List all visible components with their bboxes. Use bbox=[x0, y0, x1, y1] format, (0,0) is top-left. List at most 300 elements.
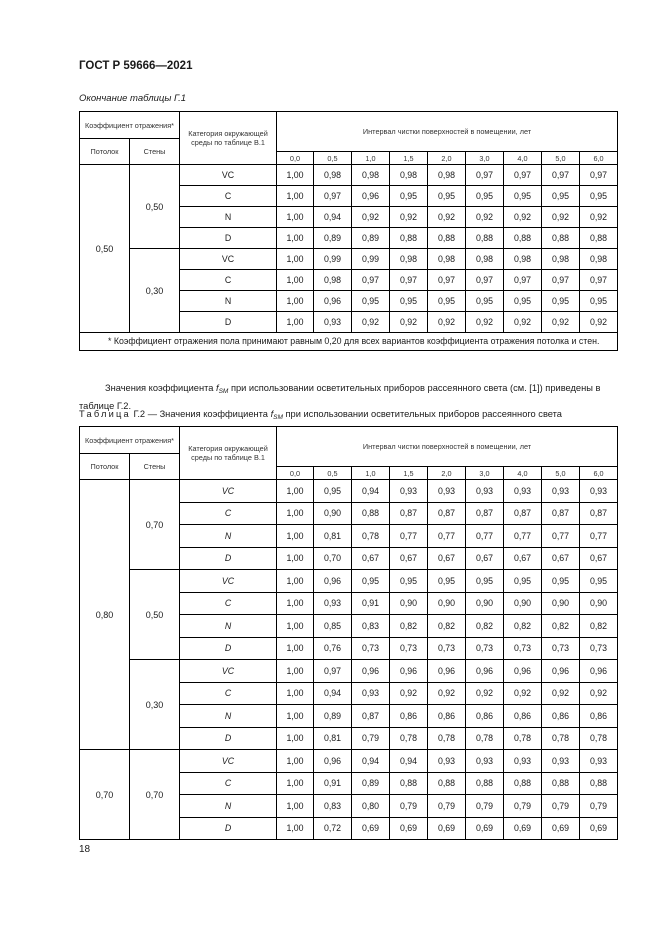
value-cell: 0,95 bbox=[466, 570, 504, 593]
value-cell: 0,88 bbox=[580, 772, 618, 795]
paragraph-text-after: при использовании осветительных приборов рассеянного света (см. [1]) приведены в таблице Г.2. bbox=[79, 383, 601, 412]
value-cell: 0,92 bbox=[352, 207, 390, 228]
value-cell: 1,00 bbox=[277, 795, 314, 818]
value-cell: 0,88 bbox=[390, 228, 428, 249]
value-cell: 0,95 bbox=[466, 186, 504, 207]
value-cell: 0,88 bbox=[466, 228, 504, 249]
year-header: 6,0 bbox=[580, 152, 618, 165]
value-cell: 0,82 bbox=[542, 615, 580, 638]
value-cell: 0,92 bbox=[580, 207, 618, 228]
ceiling-cell: 0,50 bbox=[80, 165, 130, 333]
value-cell: 0,92 bbox=[504, 682, 542, 705]
value-cell: 0,99 bbox=[352, 249, 390, 270]
value-cell: 0,93 bbox=[504, 750, 542, 773]
value-cell: 0,94 bbox=[352, 480, 390, 503]
value-cell: 0,95 bbox=[390, 186, 428, 207]
value-cell: 0,92 bbox=[580, 312, 618, 333]
value-cell: 0,73 bbox=[352, 637, 390, 660]
value-cell: 0,78 bbox=[580, 727, 618, 750]
value-cell: 0,98 bbox=[428, 165, 466, 186]
value-cell: 0,99 bbox=[314, 249, 352, 270]
walls-cell: 0,30 bbox=[130, 660, 180, 750]
value-cell: 0,97 bbox=[314, 186, 352, 207]
value-cell: 0,69 bbox=[542, 817, 580, 840]
header-ceiling: Потолок bbox=[80, 454, 130, 480]
value-cell: 0,97 bbox=[466, 270, 504, 291]
walls-cell: 0,70 bbox=[130, 750, 180, 840]
value-cell: 0,92 bbox=[504, 312, 542, 333]
value-cell: 0,93 bbox=[466, 480, 504, 503]
value-cell: 0,92 bbox=[542, 312, 580, 333]
table-word: Таблица bbox=[79, 409, 131, 419]
value-cell: 0,87 bbox=[390, 502, 428, 525]
value-cell: 0,97 bbox=[580, 165, 618, 186]
value-cell: 0,88 bbox=[428, 772, 466, 795]
year-header: 2,0 bbox=[428, 152, 466, 165]
header-row bbox=[80, 112, 618, 139]
value-cell: 0,92 bbox=[428, 207, 466, 228]
table-g2 bbox=[79, 426, 618, 840]
value-cell: 0,82 bbox=[466, 615, 504, 638]
value-cell: 0,93 bbox=[352, 682, 390, 705]
value-cell: 0,95 bbox=[542, 570, 580, 593]
value-cell: 0,90 bbox=[390, 592, 428, 615]
value-cell: 1,00 bbox=[277, 637, 314, 660]
fsm-symbol: f bbox=[216, 383, 219, 394]
category-cell: D bbox=[180, 312, 277, 333]
value-cell: 0,93 bbox=[542, 480, 580, 503]
value-cell: 0,96 bbox=[352, 186, 390, 207]
value-cell: 0,97 bbox=[504, 270, 542, 291]
value-cell: 1,00 bbox=[277, 570, 314, 593]
value-cell: 0,96 bbox=[314, 570, 352, 593]
value-cell: 0,93 bbox=[542, 750, 580, 773]
value-cell: 0,90 bbox=[428, 592, 466, 615]
footnote-row bbox=[80, 333, 618, 351]
value-cell: 1,00 bbox=[277, 165, 314, 186]
value-cell: 0,67 bbox=[428, 547, 466, 570]
value-cell: 0,95 bbox=[580, 186, 618, 207]
header-walls: Стены bbox=[130, 139, 180, 165]
value-cell: 0,90 bbox=[314, 502, 352, 525]
value-cell: 0,67 bbox=[504, 547, 542, 570]
value-cell: 0,96 bbox=[390, 660, 428, 683]
category-cell: D bbox=[180, 727, 277, 750]
value-cell: 1,00 bbox=[277, 480, 314, 503]
fsm-subscript: SM bbox=[218, 388, 229, 396]
value-cell: 0,81 bbox=[314, 727, 352, 750]
value-cell: 0,98 bbox=[504, 249, 542, 270]
value-cell: 1,00 bbox=[277, 186, 314, 207]
value-cell: 0,93 bbox=[314, 312, 352, 333]
category-cell: VC bbox=[180, 570, 277, 593]
value-cell: 1,00 bbox=[277, 525, 314, 548]
value-cell: 0,93 bbox=[580, 750, 618, 773]
value-cell: 0,97 bbox=[428, 270, 466, 291]
value-cell: 0,90 bbox=[542, 592, 580, 615]
document-header: ГОСТ Р 59666—2021 bbox=[79, 60, 193, 72]
value-cell: 0,96 bbox=[542, 660, 580, 683]
value-cell: 0,96 bbox=[428, 660, 466, 683]
value-cell: 0,92 bbox=[542, 682, 580, 705]
paragraph-text-before: Значения коэффициента bbox=[105, 383, 214, 394]
value-cell: 0,95 bbox=[352, 570, 390, 593]
value-cell: 0,95 bbox=[352, 291, 390, 312]
value-cell: 1,00 bbox=[277, 682, 314, 705]
value-cell: 0,92 bbox=[542, 207, 580, 228]
value-cell: 0,73 bbox=[542, 637, 580, 660]
value-cell: 0,81 bbox=[314, 525, 352, 548]
value-cell: 0,97 bbox=[390, 270, 428, 291]
category-cell: C bbox=[180, 592, 277, 615]
table1-caption: Окончание таблицы Г.1 bbox=[79, 93, 187, 104]
value-cell: 0,67 bbox=[466, 547, 504, 570]
category-cell: C bbox=[180, 502, 277, 525]
table-footnote: * Коэффициент отражения пола принимают равным 0,20 для всех вариантов коэффициента отражения потолка и стен. bbox=[80, 333, 618, 351]
table-row bbox=[80, 165, 618, 186]
value-cell: 0,90 bbox=[504, 592, 542, 615]
header-row bbox=[80, 427, 618, 454]
value-cell: 0,94 bbox=[314, 207, 352, 228]
value-cell: 0,79 bbox=[466, 795, 504, 818]
value-cell: 1,00 bbox=[277, 249, 314, 270]
value-cell: 0,94 bbox=[352, 750, 390, 773]
value-cell: 1,00 bbox=[277, 547, 314, 570]
value-cell: 0,87 bbox=[466, 502, 504, 525]
value-cell: 0,72 bbox=[314, 817, 352, 840]
header-category: Категория окружающей среды по таблице В.1 bbox=[180, 112, 277, 165]
walls-cell: 0,50 bbox=[130, 570, 180, 660]
value-cell: 0,83 bbox=[352, 615, 390, 638]
value-cell: 0,82 bbox=[580, 615, 618, 638]
value-cell: 0,87 bbox=[542, 502, 580, 525]
value-cell: 0,95 bbox=[390, 570, 428, 593]
value-cell: 0,77 bbox=[504, 525, 542, 548]
value-cell: 1,00 bbox=[277, 228, 314, 249]
value-cell: 0,87 bbox=[580, 502, 618, 525]
value-cell: 0,91 bbox=[314, 772, 352, 795]
value-cell: 0,79 bbox=[390, 795, 428, 818]
value-cell: 0,95 bbox=[428, 570, 466, 593]
category-cell: VC bbox=[180, 165, 277, 186]
value-cell: 0,67 bbox=[542, 547, 580, 570]
category-cell: D bbox=[180, 817, 277, 840]
value-cell: 0,95 bbox=[428, 291, 466, 312]
category-cell: VC bbox=[180, 750, 277, 773]
value-cell: 0,73 bbox=[390, 637, 428, 660]
value-cell: 0,79 bbox=[580, 795, 618, 818]
value-cell: 0,88 bbox=[542, 228, 580, 249]
value-cell: 0,88 bbox=[352, 502, 390, 525]
category-cell: C bbox=[180, 682, 277, 705]
value-cell: 0,86 bbox=[580, 705, 618, 728]
value-cell: 0,87 bbox=[504, 502, 542, 525]
header-reflectance: Коэффициент отражения* bbox=[80, 427, 180, 454]
value-cell: 0,94 bbox=[390, 750, 428, 773]
value-cell: 0,73 bbox=[428, 637, 466, 660]
value-cell: 0,93 bbox=[504, 480, 542, 503]
value-cell: 0,98 bbox=[466, 249, 504, 270]
category-cell: VC bbox=[180, 249, 277, 270]
value-cell: 0,93 bbox=[314, 592, 352, 615]
value-cell: 0,97 bbox=[466, 165, 504, 186]
header-reflectance: Коэффициент отражения* bbox=[80, 112, 180, 139]
header-interval: Интервал чистки поверхностей в помещении, лет bbox=[277, 427, 618, 467]
value-cell: 0,95 bbox=[390, 291, 428, 312]
value-cell: 1,00 bbox=[277, 750, 314, 773]
value-cell: 0,98 bbox=[390, 249, 428, 270]
value-cell: 0,96 bbox=[466, 660, 504, 683]
category-cell: N bbox=[180, 705, 277, 728]
table-row bbox=[80, 570, 618, 593]
value-cell: 0,82 bbox=[390, 615, 428, 638]
category-cell: D bbox=[180, 228, 277, 249]
year-header: 5,0 bbox=[542, 467, 580, 480]
value-cell: 0,98 bbox=[314, 270, 352, 291]
value-cell: 0,96 bbox=[314, 750, 352, 773]
value-cell: 0,91 bbox=[352, 592, 390, 615]
value-cell: 0,97 bbox=[314, 660, 352, 683]
value-cell: 0,85 bbox=[314, 615, 352, 638]
value-cell: 1,00 bbox=[277, 592, 314, 615]
value-cell: 0,98 bbox=[352, 165, 390, 186]
value-cell: 0,92 bbox=[352, 312, 390, 333]
category-cell: N bbox=[180, 207, 277, 228]
value-cell: 1,00 bbox=[277, 502, 314, 525]
table-row bbox=[80, 660, 618, 683]
caption-text-before: Г.2 — Значения коэффициента bbox=[133, 409, 268, 419]
value-cell: 0,93 bbox=[466, 750, 504, 773]
value-cell: 0,96 bbox=[314, 291, 352, 312]
value-cell: 1,00 bbox=[277, 660, 314, 683]
value-cell: 0,92 bbox=[390, 207, 428, 228]
value-cell: 1,00 bbox=[277, 615, 314, 638]
header-category: Категория окружающей среды по таблице В.1 bbox=[180, 427, 277, 480]
value-cell: 0,77 bbox=[580, 525, 618, 548]
value-cell: 0,78 bbox=[390, 727, 428, 750]
category-cell: N bbox=[180, 291, 277, 312]
value-cell: 0,80 bbox=[352, 795, 390, 818]
value-cell: 0,89 bbox=[352, 228, 390, 249]
value-cell: 0,97 bbox=[542, 165, 580, 186]
category-cell: N bbox=[180, 795, 277, 818]
table-row bbox=[80, 480, 618, 503]
value-cell: 1,00 bbox=[277, 291, 314, 312]
value-cell: 0,78 bbox=[428, 727, 466, 750]
header-interval: Интервал чистки поверхностей в помещении, лет bbox=[277, 112, 618, 152]
walls-cell: 0,30 bbox=[130, 249, 180, 333]
year-header: 0,0 bbox=[277, 152, 314, 165]
value-cell: 0,95 bbox=[580, 291, 618, 312]
value-cell: 1,00 bbox=[277, 727, 314, 750]
walls-cell: 0,50 bbox=[130, 165, 180, 249]
value-cell: 0,76 bbox=[314, 637, 352, 660]
header-ceiling: Потолок bbox=[80, 139, 130, 165]
value-cell: 0,78 bbox=[542, 727, 580, 750]
table-row bbox=[80, 249, 618, 270]
year-header: 4,0 bbox=[504, 152, 542, 165]
value-cell: 1,00 bbox=[277, 270, 314, 291]
value-cell: 0,86 bbox=[428, 705, 466, 728]
value-cell: 0,69 bbox=[390, 817, 428, 840]
year-header: 1,0 bbox=[352, 152, 390, 165]
value-cell: 0,90 bbox=[466, 592, 504, 615]
value-cell: 0,95 bbox=[314, 480, 352, 503]
value-cell: 0,73 bbox=[580, 637, 618, 660]
value-cell: 0,73 bbox=[466, 637, 504, 660]
value-cell: 0,88 bbox=[390, 772, 428, 795]
year-header: 4,0 bbox=[504, 467, 542, 480]
value-cell: 0,92 bbox=[390, 682, 428, 705]
value-cell: 0,95 bbox=[542, 291, 580, 312]
value-cell: 0,79 bbox=[542, 795, 580, 818]
value-cell: 0,90 bbox=[580, 592, 618, 615]
category-cell: C bbox=[180, 186, 277, 207]
value-cell: 0,97 bbox=[580, 270, 618, 291]
value-cell: 0,92 bbox=[390, 312, 428, 333]
value-cell: 0,93 bbox=[580, 480, 618, 503]
table2-caption bbox=[79, 409, 562, 421]
value-cell: 0,88 bbox=[504, 772, 542, 795]
value-cell: 0,79 bbox=[428, 795, 466, 818]
value-cell: 0,88 bbox=[428, 228, 466, 249]
ceiling-cell: 0,70 bbox=[80, 750, 130, 840]
value-cell: 0,98 bbox=[542, 249, 580, 270]
value-cell: 1,00 bbox=[277, 817, 314, 840]
page-number: 18 bbox=[79, 844, 91, 855]
value-cell: 0,93 bbox=[390, 480, 428, 503]
value-cell: 0,69 bbox=[504, 817, 542, 840]
value-cell: 0,88 bbox=[580, 228, 618, 249]
value-cell: 0,89 bbox=[314, 228, 352, 249]
value-cell: 0,83 bbox=[314, 795, 352, 818]
year-header: 5,0 bbox=[542, 152, 580, 165]
value-cell: 0,89 bbox=[314, 705, 352, 728]
value-cell: 0,88 bbox=[504, 228, 542, 249]
value-cell: 0,77 bbox=[466, 525, 504, 548]
value-cell: 0,94 bbox=[314, 682, 352, 705]
value-cell: 0,67 bbox=[580, 547, 618, 570]
caption-text-after: при использовании осветительных приборов рассеянного света bbox=[285, 409, 562, 419]
year-header: 1,0 bbox=[352, 467, 390, 480]
year-header: 0,5 bbox=[314, 467, 352, 480]
value-cell: 0,77 bbox=[542, 525, 580, 548]
value-cell: 1,00 bbox=[277, 312, 314, 333]
year-header: 1,5 bbox=[390, 152, 428, 165]
value-cell: 0,93 bbox=[428, 480, 466, 503]
value-cell: 0,93 bbox=[428, 750, 466, 773]
value-cell: 0,87 bbox=[352, 705, 390, 728]
value-cell: 0,67 bbox=[352, 547, 390, 570]
value-cell: 0,92 bbox=[580, 682, 618, 705]
value-cell: 0,69 bbox=[580, 817, 618, 840]
value-cell: 1,00 bbox=[277, 772, 314, 795]
category-cell: C bbox=[180, 772, 277, 795]
value-cell: 0,98 bbox=[428, 249, 466, 270]
value-cell: 0,73 bbox=[504, 637, 542, 660]
value-cell: 0,89 bbox=[352, 772, 390, 795]
category-cell: VC bbox=[180, 660, 277, 683]
category-cell: D bbox=[180, 637, 277, 660]
header-walls: Стены bbox=[130, 454, 180, 480]
value-cell: 1,00 bbox=[277, 705, 314, 728]
value-cell: 0,97 bbox=[352, 270, 390, 291]
value-cell: 0,77 bbox=[428, 525, 466, 548]
value-cell: 0,78 bbox=[504, 727, 542, 750]
value-cell: 0,86 bbox=[466, 705, 504, 728]
category-cell: C bbox=[180, 270, 277, 291]
fsm-subscript: SM bbox=[273, 414, 283, 421]
value-cell: 0,95 bbox=[504, 186, 542, 207]
fsm-symbol: f bbox=[270, 409, 274, 419]
category-cell: N bbox=[180, 615, 277, 638]
category-cell: N bbox=[180, 525, 277, 548]
value-cell: 0,95 bbox=[504, 570, 542, 593]
value-cell: 0,97 bbox=[542, 270, 580, 291]
value-cell: 0,67 bbox=[390, 547, 428, 570]
value-cell: 0,92 bbox=[428, 312, 466, 333]
value-cell: 0,98 bbox=[314, 165, 352, 186]
category-cell: D bbox=[180, 547, 277, 570]
value-cell: 0,97 bbox=[504, 165, 542, 186]
value-cell: 0,98 bbox=[390, 165, 428, 186]
year-header: 0,0 bbox=[277, 467, 314, 480]
value-cell: 0,88 bbox=[466, 772, 504, 795]
value-cell: 0,98 bbox=[580, 249, 618, 270]
value-cell: 0,88 bbox=[542, 772, 580, 795]
value-cell: 0,96 bbox=[580, 660, 618, 683]
value-cell: 0,69 bbox=[428, 817, 466, 840]
value-cell: 0,92 bbox=[466, 207, 504, 228]
value-cell: 0,96 bbox=[504, 660, 542, 683]
value-cell: 0,86 bbox=[390, 705, 428, 728]
year-header: 2,0 bbox=[428, 467, 466, 480]
value-cell: 0,69 bbox=[352, 817, 390, 840]
value-cell: 0,86 bbox=[504, 705, 542, 728]
value-cell: 0,92 bbox=[466, 682, 504, 705]
walls-cell: 0,70 bbox=[130, 480, 180, 570]
value-cell: 0,86 bbox=[542, 705, 580, 728]
value-cell: 0,92 bbox=[428, 682, 466, 705]
value-cell: 0,70 bbox=[314, 547, 352, 570]
ceiling-cell: 0,80 bbox=[80, 480, 130, 750]
year-header: 0,5 bbox=[314, 152, 352, 165]
table-g1-end bbox=[79, 111, 618, 351]
value-cell: 0,87 bbox=[428, 502, 466, 525]
year-header: 3,0 bbox=[466, 467, 504, 480]
table-row bbox=[80, 750, 618, 773]
value-cell: 0,95 bbox=[542, 186, 580, 207]
value-cell: 0,82 bbox=[504, 615, 542, 638]
category-cell: VC bbox=[180, 480, 277, 503]
value-cell: 0,95 bbox=[580, 570, 618, 593]
value-cell: 0,78 bbox=[466, 727, 504, 750]
value-cell: 0,92 bbox=[466, 312, 504, 333]
year-header: 3,0 bbox=[466, 152, 504, 165]
year-header: 6,0 bbox=[580, 467, 618, 480]
value-cell: 0,95 bbox=[504, 291, 542, 312]
value-cell: 0,96 bbox=[352, 660, 390, 683]
value-cell: 0,95 bbox=[466, 291, 504, 312]
value-cell: 0,79 bbox=[504, 795, 542, 818]
value-cell: 0,69 bbox=[466, 817, 504, 840]
value-cell: 1,00 bbox=[277, 207, 314, 228]
value-cell: 0,92 bbox=[504, 207, 542, 228]
year-header: 1,5 bbox=[390, 467, 428, 480]
value-cell: 0,82 bbox=[428, 615, 466, 638]
value-cell: 0,77 bbox=[390, 525, 428, 548]
value-cell: 0,95 bbox=[428, 186, 466, 207]
